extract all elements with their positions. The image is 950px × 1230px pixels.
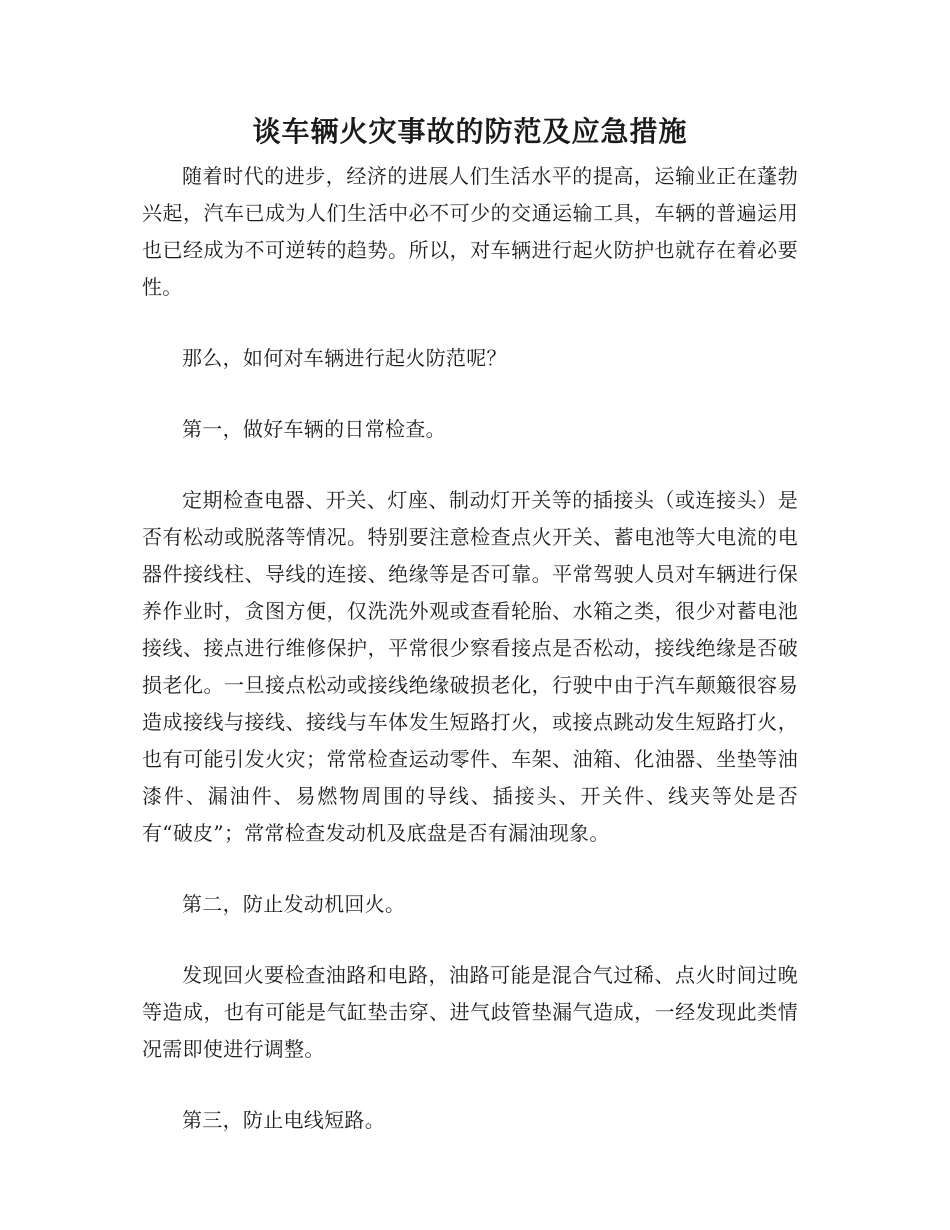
paragraph-backfire: 发现回火要检查油路和电路，油路可能是混合气过稀、点火时间过晚等造成，也有可能是气缸垫击穿、进气歧管垫漏气造成，一经发现此类情况需即使进行调整。 bbox=[142, 963, 798, 1061]
paragraph-daily-inspection: 定期检查电器、开关、灯座、制动灯开关等的插接头（或连接头）是否有松动或脱落等情况。特别要注意检查点火开关、蓄电池等大电流的电器件接线柱、导线的连接、绝缘等是否可靠。平常驾驶人员对车辆进行保养作业时，贪图方便，仅洗洗外观或查看轮胎、水箱之类，很少对蓄电池接线、接点进行维修保护，平常很少察看接点是否松动，接线绝缘是否破损老化。一旦接点松动或接线绝缘破损老化，行驶中由于汽车颠簸很容易造成接线与接线、接线与车体发生短路打火，或接点跳动发生短路打火，也有可能引发火灾；常常检查运动零件、车架、油箱、化油器、坐垫等油漆件、漏油件、易燃物周围的导线、插接头、开关件、线夹等处是否有“破皮”；常常检查发动机及底盘是否有漏油现象。 bbox=[142, 488, 798, 845]
paragraph-intro: 随着时代的进步，经济的进展人们生活水平的提高，运输业正在蓬勃兴起，汽车已成为人们生活中必不可少的交通运输工具，车辆的普遍运用也已经成为不可逆转的趋势。所以，对车辆进行起火防护也就存在着必要性。 bbox=[142, 164, 798, 299]
paragraph-heading-third: 第三，防止电线短路。 bbox=[182, 1108, 385, 1132]
paragraph-heading-second: 第二，防止发动机回火。 bbox=[182, 892, 406, 916]
document-title: 谈车辆火灾事故的防范及应急措施 bbox=[252, 115, 688, 148]
paragraph-heading-first: 第一，做好车辆的日常检查。 bbox=[182, 417, 446, 441]
document-page bbox=[142, 108, 798, 1173]
paragraph-question: 那么，如何对车辆进行起火防范呢？ bbox=[182, 346, 507, 370]
